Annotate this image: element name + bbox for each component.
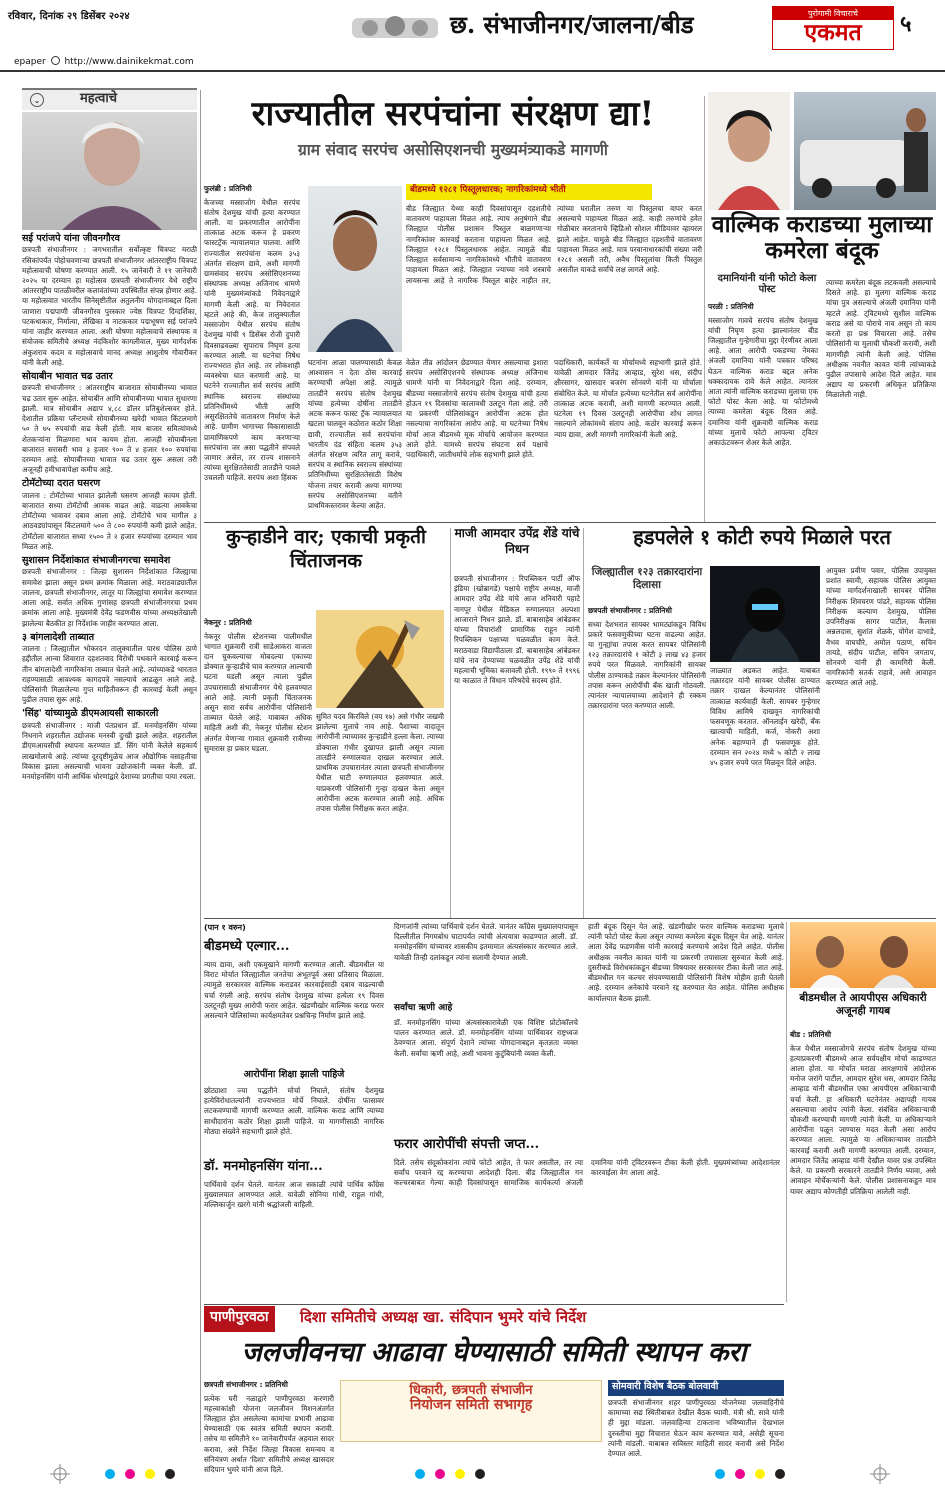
sarvancha-head: सर्वांचा ऋणी आहे — [394, 1003, 453, 1013]
shiksha-text: छोट्याशा ज्या पद्धतीने मोर्चा निघाले, संतोष देशमुख हत्येविरोधातल्यांनी राज्यभरात मोर्चे निघाले. दोषींना फासावर लटकवण्याची मागणी करण्यात आली. वाल्मिक कराड आणि त्याच्या साथीदारांना कठोर शिक्षा झाली पाहिजे. या मागणीसाठी नागरिक मोठ्या संख्येने सहभागी झाले होते. — [204, 1086, 384, 1136]
page-ref: (पान १ वरुन) — [204, 923, 246, 932]
beed-banner — [406, 184, 652, 200]
sidebar-news-item — [22, 708, 197, 782]
registration-marks — [0, 1462, 945, 1486]
walmik-divider — [704, 96, 705, 522]
beed-continuation-head: बीडमध्ये एल्गार... — [204, 939, 290, 954]
brand-box — [772, 6, 894, 50]
ornament-image — [350, 4, 440, 48]
masthead-rule — [0, 70, 945, 72]
epaper-url-link[interactable]: http://www.dainikekmat.com — [64, 57, 194, 67]
meeting-banner-line1: धिकारी, छत्रपती संभाजीन — [409, 1383, 533, 1398]
water-right-text: छत्रपती संभाजीनगर शहर पाणीपुरवठा योजनेच्या जलवाहिनीचे कामाच्या सद्य स्थितीबाबत देखील बैठक घ्यावी. मंत्री श्री. सावे यांनी ही मुद्दा मांडला. जलवाहिन्या टाकताना भविष्यातील देखभाल दुरुस्तीचा मुद्दा विचारात घेऊन काम करण्यात यावे, असेही सूचना त्यांनी मांडली. याबाबत सविस्तर माहिती सादर करावी असे निर्देश देण्यात आले. — [608, 1398, 784, 1459]
axe-divider — [450, 528, 451, 918]
ips-byline: बीड : प्रतिनिधी — [790, 1030, 831, 1039]
axe-col2: सुमित यदव किरविले (वय १७) असे गंभीर जखमी झालेल्या मुलाचे नाव आहे. पैशाच्या वादातून आरोपींनी त्याच्यावर कुऱ्हाडीने हल्ला केला. त्याच्या डोक्याला गंभीर दुखापत झाली असून त्याला तातडीने रुग्णालयात दाखल करण्यात आले. प्राथमिक उपचारानंतर त्याला छत्रपती संभाजीनगर येथील घाटी रुग्णालयात हलवण्यात आले. याप्रकरणी पोलिसांनी गुन्हा दाखल केला असून आरोपींना अटक करण्यात आली आहे. अधिक तपास पोलीस निरीक्षक करत आहेत. — [316, 712, 444, 813]
sidebar-news-item — [22, 233, 197, 368]
chevron-down-icon: ⌄ — [30, 93, 44, 107]
crore-headline: हडपलेले १ कोटी रुपये मिळाले परत — [633, 525, 891, 549]
manmohan-head: डॉ. मनमोहनसिंग यांना... — [204, 1159, 323, 1174]
ips-headline: बीडमधील ते आयपीएस अधिकारी अजूनही गायब — [799, 992, 927, 1018]
water-col1-text: प्रत्येक घरी नळाद्वारे पाणीपुरवठा करणारी महत्त्वाकांक्षी योजना जलजीवन मिशनअंतर्गत जिल्ह्यात होत असलेल्या कामांचा प्रभावी आढावा घेण्यासाठी एक स्वतंत्र समिती स्थापन करावी. तसेच या समितीने १० जानेवारीपर्यंत अहवाल सादर करावा, असे निर्देश जिल्हा विकास समन्वय व संनियंत्रण अर्थात 'दिशा' समितीचे अध्यक्ष खासदार संदिपान भुमरे यांनी आज दिले. — [204, 1393, 334, 1475]
epaper-text: epaper — [14, 57, 46, 67]
lead-story — [204, 96, 702, 520]
obituary — [454, 526, 580, 916]
walmik-subhead: दमानियांनी यांनी फोटो केला पोस्ट — [717, 273, 817, 295]
lead-col5: पदाधिकारी, कार्यकर्ते या मोर्चामध्ये सहभागी झाले होते. यावेळी आमदार जितेंद्र आव्हाड, सुरेश धस, संदीप क्षीरसागर, खासदार बजरंग सोनवणे यांनी या मोर्चाला संबोधित केले. या मोर्चात हत्येच्या घटनेतील सर्व आरोपींना तात्काळ अटक करावी, अशी मागणी करण्यात आली. घटनेला १९ दिवस उलटूनही आरोपींचा शोध लागत नसल्याने लोकांमध्ये संताप आहे. कठोर कारवाई करून न्याय द्यावा, अशी मागणी नागरिकांनी केली आहे. — [554, 358, 702, 439]
lead-headline: राज्यातील सरपंचांना संरक्षण द्या! — [251, 94, 655, 134]
axe-col1 — [204, 618, 312, 908]
crore-byline: छत्रपती संभाजीनगर : प्रतिनिधी — [588, 606, 672, 615]
sidebar-news-item — [22, 555, 197, 629]
continuation-right-text: हाती बंदूक दिसून येत आहे. खंडणीखोर फरार वाल्मिक कराडच्या मुलाचे त्यांनी फोटो पोस्ट केला असून त्याच्या कमरेला बंदूक दिसून येत आहे. यानंतर आता देवेंद्र फडणवीस यांनी कारवाई करण्याचे आदेश दिले आहेत. पोलीस अधीक्षक नवनीत कावत यांनी या प्रकरणी तपासाला सुरुवात केली आहे. दुसरीकडे विरोधकांकडून बीडच्या विषयावर सरकारवर टीका केली जात आहे. बीडमधील गन कल्चर संपवण्यासाठी पोलिसांनी विशेष मोहीम हाती घेतली आहे. दरम्यान अनेकांचे परवाने रद्द करण्यात येत आहेत. पोलिस अधीक्षक कार्यालयात बैठक झाली. — [588, 922, 784, 1003]
sidebar-item-title: टोमॅटोच्या दरात घसरण — [22, 478, 101, 490]
crore-story — [588, 526, 936, 916]
brand-logo: एकमत — [804, 19, 862, 46]
sidebar-item-text: छत्रपती संभाजीनगर : आंतरराष्ट्रीय बाजारात सोयाबीनच्या भावात चढ उतार सुरू आहेत. सोयाबीन आणि सोयाबीनच्या भावात सुधारणा झाली. मात्र सोयाबीन अद्याप ४,८८ डॉलर प्रतिबुशेल्सवर होते. देशातील प्रक्रिया प्लॅन्टमध्ये सोयाबीनच्या खरेदी भावात किंटलमागे ५० ते ७५ रुपयांची वाढ केली होती. मात्र बाजार समित्यांमध्ये शेतकऱ्यांना मिळणारा भाव कायम होता. आजही सोयाबीनला बाजारात सरासरी भाव ३ हजार ९०० ते ४ हजार १०० रुपयांचा दरम्यान आहे. सोयाबीनच्या भावात चढ उतार सुरू असला तरी अजूनही हमीभावापेक्षा कमीच आहे. — [22, 383, 197, 475]
beed-banner-text: बीडमध्ये १२८१ पिस्तूलधारक; नागरिकांमध्ये भीती — [410, 185, 566, 195]
damania-photo — [708, 92, 790, 210]
lead-byline: फुलंब्री : प्रतिनिधी — [204, 184, 252, 193]
water-kicker-bar — [204, 1306, 784, 1332]
obituary-headline: माजी आमदार उपेंद्र शेंडे यांचे निधन — [454, 526, 580, 556]
section-rule-1 — [204, 522, 936, 523]
hacker-photo — [710, 566, 820, 662]
crore-col3: आयुक्त प्रवीण पवार, पोलिस उपायुक्त प्रशांत स्वामी, सहायक पोलिस आयुक्त यांच्या मार्गदर्शनाखाली सायबर पोलिस निरीक्षक शिवचरण पांढरे, सहायक पोलिस निरीक्षक कल्याण देशमुख, पोलिस उपनिरीक्षक सागर पाटील, कैलास अन्नलदास, सुशांत शेळके, योगेश दाभाडे, वैभव वाघचौरे, अमोल पठाण, सचिन तायडे, संदीप पाटील, सचिन जगताप, सोनवणे यांनी ही कामगिरी केली. नागरिकांनी सतर्क राहावे, असे आवाहन करण्यात आले आहे. — [826, 566, 936, 688]
farar-text: दिले. तसेच संदूकोकरांना त्यांचे फोटो आहेत, ते फार असतील, तर त्या सर्वांच परवाने रद्द करण्याचा आदेशही दिला. बीड जिल्ह्यातील गन कल्चरबाबत गेल्या काही दिवसांपासून सामाजिक कार्यकर्त्या अंजली दमानिया यांनी ट्विटरवरून टीका केली होती. मुख्यमंत्र्यांच्या आदेशानंतर कारवाईला वेग आला आहे. — [394, 1158, 780, 1188]
registration-marks-svg — [0, 1462, 945, 1486]
lead-col2: घटनांना आळा पालण्यासाठी केवळ आश्वासन न देता ठोस कारवाई करण्याची अपेक्षा आहे. त्यामुळे तातडीने सरपंच संतोष देशमुख यांच्या हत्येच्या दोषींना तातडीने अटक करून फास्ट ट्रॅक न्यायालयात खटला चालवून कठोरात कठोर शिक्षा द्यावी, राज्यातील सर्व सरपंचांना भारतीय दंड संहिता कलम ३५३ अंतर्गत संरक्षण त्वरित लागू करावे, सरपंच व स्थानिक स्वराज्य संस्थांच्या प्रतिनिधींच्या सुरक्षिततेसाठी विशेष योजना तयार करावी अश्या मागण्या सरपंच असोसिएशनच्या वतीने प्राथमिकस्तरावर केल्या आहेत. — [308, 358, 402, 511]
water-strap: दिशा समितीचे अध्यक्ष खा. संदिपान भुमरे यांचे निर्देश — [300, 1308, 587, 1326]
walmik-col2: त्याच्या कमरेला बंदूक लटकवली असल्याचे दिसते आहे. हा मुलगा वाल्मिक कराड यांचा पुत्र असल्याचे अंजली दमानिया यांनी म्हटले आहे. ट्विटमध्ये सुशील वाल्मिक कराड असे या पोराचे नाव असून तो काय करतो हा प्रश्न विचारला आहे. तसेच पोलिसांनी या मुलाची चौकशी करावी, अशी मागणीही त्यांनी केली आहे. पोलिस अधीक्षक नवनीत कावत यांनी त्यांच्याकडे पुढील तपासाचे आदेश दिले आहेत. मात्र अद्याप या प्रकरणी अधिकृत प्रतिक्रिया मिळालेली नाही. — [826, 278, 936, 400]
official-portrait-photo — [308, 186, 402, 352]
water-byline: छत्रपती संभाजीनगर : प्रतिनिधी — [204, 1380, 288, 1389]
obituary-text: छत्रपती संभाजीनगर : रिपब्लिकन पार्टी ऑफ इंडिया (खोब्रागडे) पक्षाचे राष्ट्रीय अध्यक्ष, माजी आमदार उपेंद्र शेंडे यांचे आज शनिवारी पहाटे नागपूर येथील मेडिकल रुग्णालयात अल्पशा आजाराने निधन झाले. डॉ. बाबासाहेब आंबेडकर यांच्या विचारांशी प्रामाणिक राहून त्यांनी रिपब्लिकन पक्षाच्या चळवळीत काम केले. मराठवाडा विद्यापीठाला डॉ. बाबासाहेब आंबेडकर यांचे नाव देण्याच्या चळवळीत उपेंद्र शेंडे यांची महत्वाची भूमिका बजावली होती. १९९० ते १९९६ या काळात ते विधान परिषदेचे सदस्य होते. — [454, 574, 580, 686]
masthead-date: रविवार, दिनांक २९ डिसेंबर २०२४ — [8, 11, 130, 22]
crore-col2: जाळ्यात अडकत आहेत. याबाबत तक्रारदार यांनी सायबर पोलीस ठाण्यात तक्रार दाखल केल्यानंतर पोलिसांनी तात्काळ कार्यवाही केली. सायबर गुन्हेगार विविध आमिषे दाखवून नागरिकांची फसवणूक करतात. ऑनलाईन खरेदी, बँक खात्याची माहिती, कर्ज, नोकरी अशा अनेक बहाण्याने ही फसवणूक होते. दरम्यान सन २०२४ मध्ये ५ कोटी २ लाख ४५ हजार रुपये परत मिळवून दिले आहेत. — [710, 666, 820, 767]
sidebar-news-item — [22, 478, 197, 552]
walmik-story — [708, 92, 936, 522]
sidebar-item-text: छत्रपती संभाजीनगर : जिल्हा सुशासन निर्देशांकात जिल्ह्याचा समावेश झाला असून प्रथम क्रमांक मिळाला आहे. मराठवाड्यातील जालना, छत्रपती संभाजीनगर, लातूर या जिल्ह्यांचा समावेश करण्यात आला आहे. सर्वात अधिक गुणांसह छत्रपती संभाजीनगरचा प्रथम क्रमांक आला आहे. मुख्यमंत्री देवेंद्र फडणवीस यांच्या अध्यक्षतेखाली झालेल्या बैठकीत हा निर्देशांक जाहीर करण्यात आला. — [22, 567, 197, 628]
walmik-col1-text: मस्साजोग गावचे सरपंच संतोष देशमुख यांची निघृण हत्या झाल्यानंतर बीड जिल्ह्यातील गुन्हेगारीचा मुद्दा ऐरणीवर आला आहे. आता आरोपी पकडण्या नेमका अंजली दमानिया यांनी पत्रकार परिषद घेऊन वाल्मिक कराड बद्दल अनेक धक्कादायक दावे केले आहेत. त्यानंतर आता त्यांनी वाल्मिक कराडच्या मुलाचा एक फोटो पोस्ट केला आहे. या फोटोमध्ये त्याच्या कमरेला बंदूक दिसत आहे. दमानिया यांनी शुक्रवारी वाल्मिक कराड यांच्या मुलाचे फोटो आपल्या ट्विटर अकाऊंटवरून शेअर केले आहेत. — [708, 315, 818, 448]
lead-col1 — [204, 184, 300, 516]
sidebar-item-title: ३ बांगलादेशी ताब्यात — [22, 631, 95, 643]
sidebar-item-text: छत्रपती संभाजीनगर : जगभरातील सर्वोत्कृष्ट चित्रपट मराठी रसिकांपर्यंत पोहोचवणाऱ्या छत्रपती संभाजीनगर आंतरराष्ट्रीय चित्रपट महोत्सवाची घोषणा करण्यात आली. १५ जानेवारी ते १९ जानेवारी २०२५ या दरम्यान हा महोत्सव छत्रपती संभाजीनगर येथे राष्ट्रीय आंतरराष्ट्रीय पातळीवरील कलावंतांच्या उपस्थितीत संपन्न होणार आहे. या महोत्सवात भारतीय सिनेसृष्टीतील अतुलनीय योगदानाबद्दल दिला जाणारा पद्मपाणी जीवनगौरव पुरस्कार ज्येष्ठ चित्रपट दिग्दर्शिका, पटकथाकार, निर्मात्या, लेखिका व नाटककार पद्मभूषण सई परांजपे यांना जाहीर करण्यात आला. अशी घोषणा महोत्सवाचे संस्थापक व संयोजक समितीचे अध्यक्ष नंदकिशोर कागलीवाल, मुख्य मार्गदर्शक अंकुशराव कदम व महोत्सवाचे मानद अध्यक्ष आशुतोष गोवारीकर यांनी केली आहे. — [22, 245, 197, 367]
globe-icon — [51, 56, 60, 65]
sidebar-news-item — [22, 371, 197, 475]
sidebar — [22, 88, 197, 1443]
meeting-banner-line2: नियोजन समिती सभागृह — [409, 1397, 533, 1414]
sidebar-item-text: छत्रपती संभाजीनगर : माजी पंतप्रधान डॉ. मनमोहनसिंग यांच्या निधनाने शहरातील उद्योजक मनस्वी दुःखी झाले आहेत. शहरातील डीएमआयसीची स्थापना करण्यात डॉ. सिंग यांनी केलेले सहकार्य लाखमोलाचे आहे. त्यांच्या दूरदृष्टीमुळेच आज औद्योगिक वसाहतीचा विकास झाला असल्याची भावना उद्योजकांनी व्यक्त केली. डॉ. मनमोहनसिंग यांनी आर्थिक धोरणांद्वारे देशाच्या प्रगतीचा पाया रचला. — [22, 720, 197, 781]
crore-col1 — [588, 606, 706, 912]
axe-col1-text: नेकनूर पोलीस स्टेशनच्या पालीमधील भागात शुक्रवारी रात्री साडेआकरा वाजता दान चुकवल्याचा मोबदल्या एकाच्या डोक्यात कुऱ्हाडीचे घाव करण्यात आल्याची घटना घडली असून त्याला पुढील उपचारासाठी संभाजीनगर येथे हलवण्यात आले आहे. त्यानी प्रकृती चिंताजनक असून सारा सर्वच आरोपींना पोलिसांनी ताब्यात घेतले आहे. याबाबत अधिक माहिती अशी की, नेकनूर पोलीस स्टेशन अंतर्गत येणाऱ्या गावात शुक्रवारी रात्रीच्या सुमारास हा प्रकार घडला. — [204, 631, 312, 753]
sidebar-items-list — [22, 233, 197, 782]
crore-col1-text: सध्या देशभरात सायबर भामट्यांकडून विविध प्रकारे फसवणुकीच्या घटना वाढल्या आहेत. या गुन्ह्यांचा तपास करत सायबर पोलिसांनी १२३ तक्रारदारांचे १ कोटी ३ लाख ४३ हजार रुपये परत मिळवले. नागरिकांनी सायबर पोलीस ठाण्याकडे तक्रार केल्यानंतर पोलिसांनी तपास करून आरोपींची बँक खाती गोठवली. त्यानंतर न्यायालयाच्या आदेशाने ही रक्कम तक्रारदारांना परत करण्यात आली. — [588, 619, 706, 711]
beed-continuation-text: न्याय द्यावा, अशी एकमुखाने मागणी करण्यात आली. बीडमधील या विराट मोर्चात जिल्ह्यातील जनतेचा अभूतपूर्व असा प्रतिसाद मिळाला. त्यामुळे सरकारवर वाल्मिक कराडवर कारवाईसाठी दबाव वाढल्याची चर्चा रंगली आहे. सरपंच संतोष देशमुख यांच्या हत्येला १९ दिवस उलटूनही मुख्य आरोपी फरार आहेत. खंडणीखोर वाल्मिक कराड फरार असल्याने पोलिसांच्या कार्यक्षमतेवर प्रश्नचिन्ह निर्माण झाले आहे. — [204, 960, 384, 1021]
sarvancha-text: डॉ. मनमोहनसिंग यांच्या अंत्यसंस्कारावेळी एक विशिष्ट प्रोटोकॉलचे पालन करण्यात आले. डॉ. मनमोहनसिंग यांच्या पार्थिवावर राष्ट्रध्वज ठेवण्यात आला. संपूर्ण देशाने त्यांच्या योगदानाबद्दल कृतज्ञता व्यक्त केली. सर्वांचा ऋणी आहे, अशी भावना कुटुंबियांनी व्यक्त केली. — [394, 1018, 578, 1058]
masthead — [0, 0, 945, 85]
water-kicker: पाणीपुरवठा — [204, 1306, 275, 1332]
son-with-car-photo — [794, 92, 936, 210]
lead-subhead: ग्राम संवाद सरपंच असोसिएशनची मुख्यमंत्र्याकडे मागणी — [298, 140, 608, 160]
axe-byline: नेकनूर : प्रतिनिधी — [204, 618, 252, 627]
sidebar-header — [22, 88, 197, 110]
sidebar-divider — [200, 90, 201, 1442]
sidebar-item-title: सई परांजपे यांना जीवनगौरव — [22, 233, 120, 244]
somvari-head: सोमवारी विशेष बैठक बोलवावी — [608, 1380, 784, 1396]
page-number: ५ — [900, 11, 912, 37]
lead-col1-text: केजच्या मस्साजोग येथील सरपंच संतोष देशमुख यांची हत्या करण्यात आली. या प्रकरणातील आरोपींना तात्काळ अटक करून हे प्रकरण फास्टट्रॅक न्यायालयात चालवा. आणि राज्यातील सरपंचांना कलम ३५३ अंतर्गत संरक्षण द्यावे, अशी मागणी ग्रामसंवाद सरपंच असोसिएशनच्या संस्थापक अध्यक्ष अजिनाथ धामणे यांनी मुख्यमंत्र्यांकडे निवेदनाद्वारे मागणी केली आहे. या निवेदनात म्हटले आहे की, केज तालुक्यातील मस्साजोग येथील सरपंच संतोष देशमुख यांची ९ डिसेंबर रोजी दुपारी दिवसाढवळ्या सुपाराच निघृण हत्या करण्यात आली. या घटनेचा निषेध राज्यभरात होत आहे. तर लोकशाही व्यवस्थेचा घात करणारी आहे. या घटनेने राज्यातील सर्व सरपंच आणि स्थानिक स्वराज्य संस्थांच्या प्रतिनिधींमध्ये भीती आणि असुरक्षिततेचे वातावरण निर्माण केले आहे. ग्रामीण भागाच्या विकासासाठी प्रामाणिकपणे काम करणाऱ्या सरपंचांना जर असा पद्धतीने संपवले जाणार असेल, तर राज्य शासनाने त्यांच्या सुरक्षिततेसाठी तातडीने पावले उचलली पाहिजे. सरपंच अशा हिंसक — [204, 197, 300, 483]
ips-text-body: केज येथील मस्साजोगचे सरपंच संतोष देशमुख यांच्या हत्याप्रकरणी बीडमध्ये आज सर्वपक्षीय मोर्चा काढण्यात आला होता. या मोर्चात मराठा आरक्षणाचे आंदोलक मनोज जरांगे पाटील, आमदार सुरेश धस, आमदार जितेंद्र आव्हाड यांनी बीडमधील एका आयपीएस अधिकाऱ्याची चर्चा केली. हा अधिकारी घटनेनंतर अद्यापही गायब असल्याचा आरोप त्यांनी केला. संबंधित अधिकाऱ्याची चौकशी करण्याची मागणी त्यांनी केली. या अधिकाऱ्याने आरोपींना पळून जाण्यास मदत केली असा आरोप करण्यात आला. त्यामुळे या अधिकाऱ्यावर तातडीने कारवाई करावी अशी मागणी करण्यात आली. दरम्यान, आमदार जितेंद्र आव्हाड यांनी देखील यावर प्रश्न उपस्थित केले. या प्रकरणी सरकारने तातडीने निर्णय घ्यावा, असे आवाहन मोर्चेकऱ्यांनी केले. पोलीस प्रशासनाकडून मात्र यावर अद्याप कोणतीही प्रतिक्रिया आलेली नाही. — [790, 1043, 936, 1196]
farar-head: फरार आरोपींची संपत्ती जप्त... — [394, 1137, 540, 1152]
meeting-hall-photo — [340, 1380, 602, 1442]
walmik-col1 — [708, 302, 818, 522]
obituary-divider — [583, 528, 584, 918]
brand-tagline: पुरोगामी विचाराचे — [773, 7, 893, 20]
water-headline: जलजीवनचा आढावा घेण्यासाठी समिती स्थापन करा — [241, 1337, 747, 1368]
continuation-mid-text: दिग्गजांनी त्यांच्या पार्थिवाचे दर्शन घेतले. यानंतर काँग्रेस मुख्यालयापासून दिल्लीतील निगमबोध घाटापर्यंत त्यांची अंत्ययात्रा काढण्यात आली. डॉ. मनमोहनसिंग यांच्यावर शासकीय इतमामात अंत्यसंस्कार करण्यात आले. यावेळी तिन्ही दलांकडून त्यांना सलामी देण्यात आली. — [394, 922, 578, 962]
sidebar-item-title: सोयाबीन भावात चढ उतार — [22, 371, 113, 383]
lead-col3: बीड जिल्ह्यात येथ्या काही दिवसांपासून दहशतीचे वातावरण पाहायला मिळत आहे. त्याच अनुषंगाने बीड जिल्ह्यात पोलीस प्रशासन पिस्तुल बाळगणाऱ्या नागरिकांवर कारवाई करताना पाहायला मिळत आहे. जिल्ह्यात १२८१ पिस्तुलधारक आहेत. त्यामुळे बीड जिल्ह्यात सर्वसामान्य नागरिकांमध्ये भीतीचे वातावरण पाहायला मिळत आहे. जिल्ह्यात ज्याच्या नावे शस्त्राचे लायसन्स आहे ते नागरिक पिस्तूल बाहेर नाहीत तर, त्यांच्या घरातील तरुण या पिस्तुलचा वापर करत असल्याचे पाहायला मिळत आहे. काही तरुणांचे हवेत गोळीबार करतानाचे व्हिडिओ सोशल मीडियावर व्हायरल झाले आहेत. यामुळे बीड जिल्ह्यात दहशतीचे वातावरण पाहायला मिळत आहे. मात्र परवानाधारकांची संख्या जरी १२८१ असली तरी, अवैध पिस्तूलांचा किती पिस्तुल असतील याकडे सर्वांचे लक्ष लागले आहे. — [406, 204, 702, 285]
manmohan-text: पार्थिवाचे दर्शन घेतले. यानंतर आज सकाळी त्यांचे पार्थिव काँग्रेस मुख्यालयात आणण्यात आले. यावेळी सोनिया गांधी, राहुल गांधी, मल्लिकार्जुन खरगे यांनी श्रद्धांजली वाहिली. — [204, 1180, 384, 1210]
shiksha-head: आरोपींना शिक्षा झाली पाहिजे — [243, 1069, 345, 1080]
section-rule-2 — [204, 918, 936, 919]
sidebar-item-title: सुशासन निर्देशांकात संभाजीनगरचा समावेश — [22, 555, 171, 567]
sidebar-news-item — [22, 632, 197, 706]
section-rule-3 — [204, 1304, 784, 1305]
axe-headline: कुऱ्हाडीने वार; एकाची प्रकृती चिंताजनक — [226, 526, 426, 572]
axe-story — [204, 526, 448, 916]
ips-text — [790, 1030, 936, 1302]
continuation-block — [204, 922, 784, 1302]
walmik-headline: वाल्मिक कराडच्या मुलाच्या कमरेला बंदूक — [711, 211, 933, 265]
sidebar-item-text: जालना : जिल्ह्यातील भोकरदन तालुक्यातील पारध पोलिस ठाणे हद्दीतील आन्वा शिवारात दहशतवाद विरोधी पथकाने कारवाई करून तीन बांगलादेशी नागरिकांना ताब्यात घेतले आहे. त्यांच्याकडे भारतात राहण्यासाठी आवश्यक कागदपत्रे नसल्याचे आढळून आले आहे. पोलिसांनी मिळालेल्या गुप्त माहितीवरून ही कारवाई केली असून पुढील तपास सुरू आहे. — [22, 644, 197, 705]
walmik-byline: परळी : प्रतिनिधी — [708, 302, 754, 311]
sidebar-heading: महत्वाचे — [80, 91, 117, 106]
ips-leaders-photo — [790, 922, 936, 988]
edition-title: छ. संभाजीनगर/जालना/बीड — [450, 10, 694, 39]
axe-illustration — [316, 610, 444, 708]
water-col1 — [204, 1380, 334, 1475]
lead-col4: वेळेत तीव्र आंदोलन छेडण्यात येणार असल्याचा इशारा सरपंच असोसिएशनचे संस्थापक अध्यक्ष अजिनाथ धामणे यांनी या निवेदनाद्वारे दिला आहे. दरम्यान, बीडच्या मस्साजोगचे सरपंच संतोष देशमुख यांची हत्या होऊन १९ दिवसांचा कालावधी उलटून गेला आहे. तरी या प्रकरणी पोलिसांकडून आरोपींना अटक होत नसल्याचा नागरिकांना आरोप आहे. या घटनेच्या निषेध मोर्चा आज बीडमध्ये मूक मोर्चाचे आयोजन करण्यात आले होते. यामध्ये सरपंच संघटना सर्व पक्षाचे पदाधिकारी, जातीधर्माचे लोक सहभागी झाले होते. — [406, 358, 548, 459]
epaper-label — [14, 56, 204, 67]
water-story — [204, 1306, 784, 1475]
sidebar-item-title: 'सिंह' यांच्यामुळे डीएमआयसी साकारली — [22, 708, 159, 720]
crore-subhead: जिल्ह्यातील १२३ तक्रारदारांना दिलासा — [591, 566, 703, 592]
sidebar-item-text: जालना : टोमॅटोच्या भावात झालेली घसरण आजही कायम होती. बाजारात सध्या टोमॅटोची आवक वाढत आहे. वाढत्या आवकेचा टोमॅटोच्या भावावर दबाव आला आहे. टोमॅटोचे भाव मागील ३ आठवड्यांपासून किंटलमागे ५०० ते ८०० रुपयांनी कमी झाले आहेत. टोमॅटोला बाजारात सध्या १५०० ते २ हजार रुपयांच्या दरम्यान भाव मिळत आहे. — [22, 490, 197, 551]
continuation-divider — [786, 922, 787, 1302]
ips-box — [790, 922, 936, 1302]
sai-paranjpe-photo — [22, 112, 197, 230]
